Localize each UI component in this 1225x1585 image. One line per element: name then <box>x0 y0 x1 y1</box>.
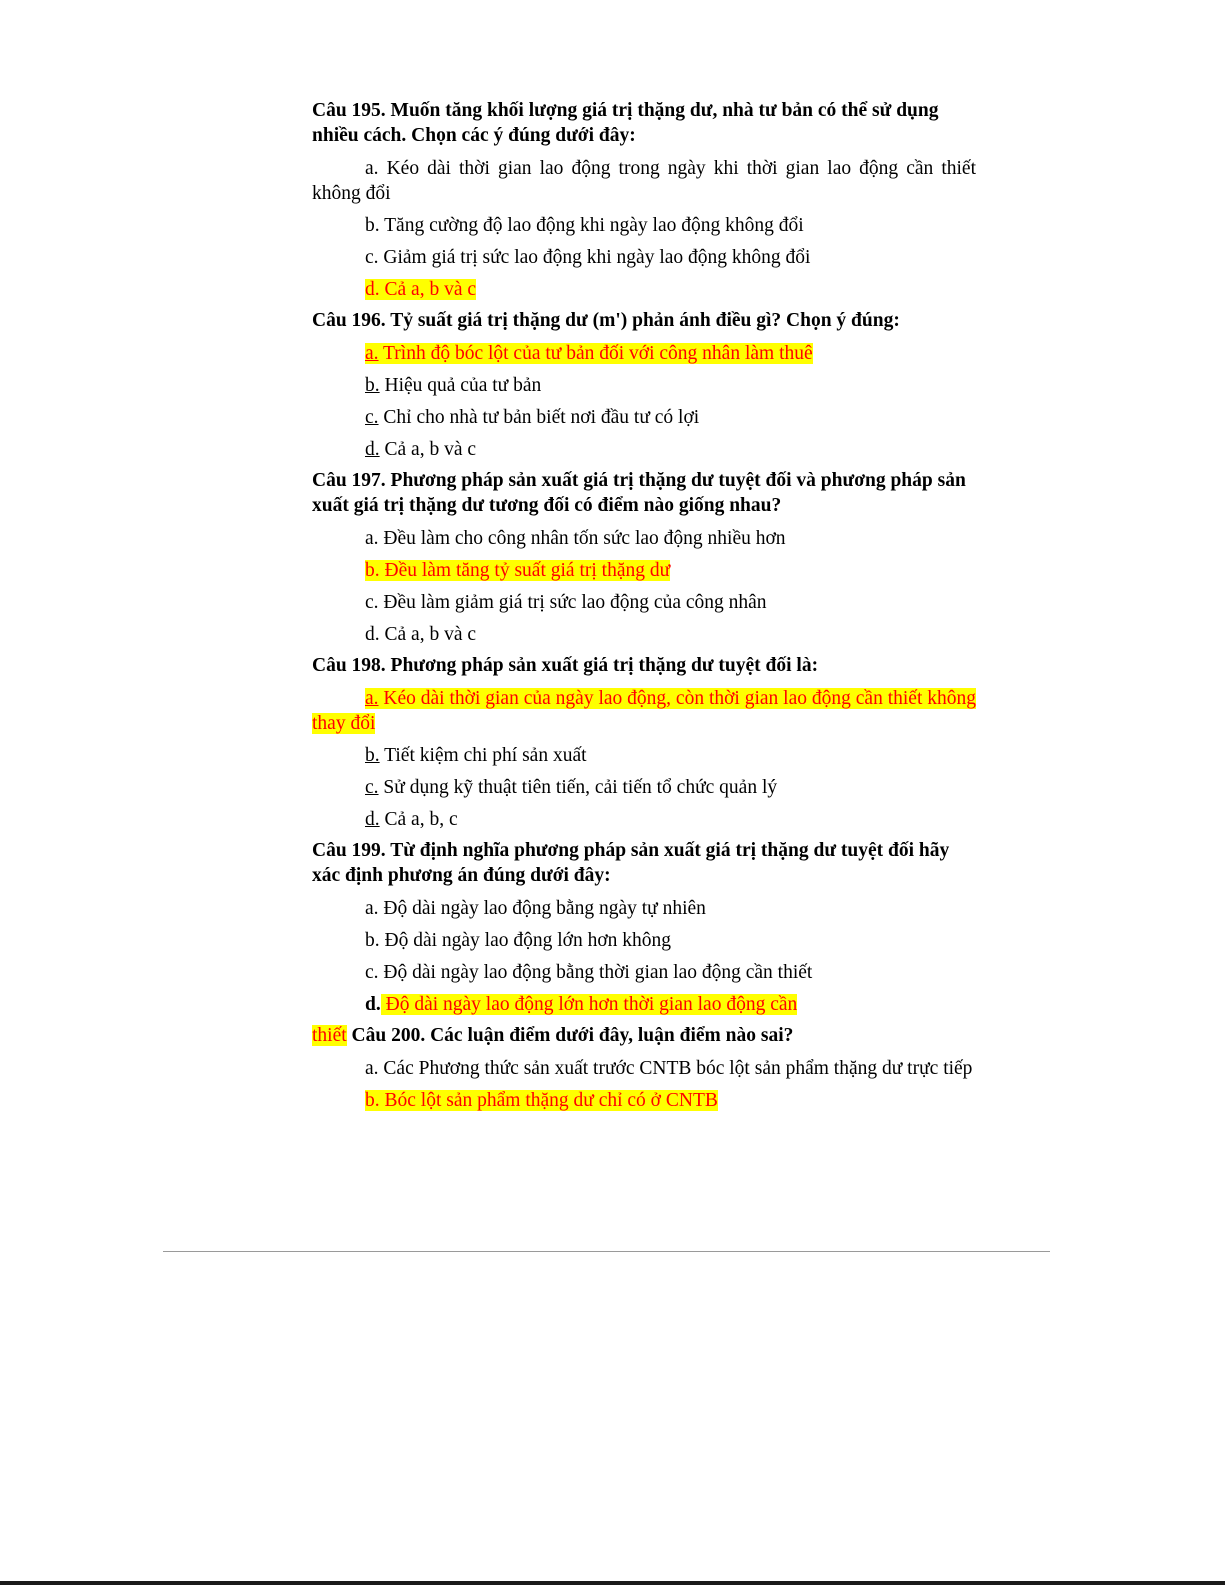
option-prefix: b. <box>365 375 380 396</box>
question-195-option-b: b. Tăng cường độ lao động khi ngày lao động không đổi <box>365 215 804 236</box>
page-bottom-edge <box>0 1581 1225 1585</box>
question-196-option-d <box>312 437 976 462</box>
question-197-title: Câu 197. Phương pháp sản xuất giá trị thặng dư tuyệt đối và phương pháp sản xuất giá trị thặng dư tương đối có điểm nào giống nhau? <box>312 470 966 516</box>
answer-highlight: b. Đều làm tăng tỷ suất giá trị thặng dư <box>365 560 671 581</box>
answer-highlight: d. Cả a, b và c <box>365 279 477 300</box>
question-195-option-a: a. Kéo dài thời gian lao động trong ngày khi thời gian lao động cần thiết không đổi <box>312 158 976 204</box>
answer-highlight-tail: thiết <box>312 1025 347 1046</box>
question-200-option-b <box>312 1088 976 1113</box>
option-text: Cả a, b, c <box>379 809 458 830</box>
question-195-option-d <box>312 277 976 302</box>
question-196-option-a <box>312 341 976 366</box>
answer-highlight: b. Bóc lột sản phẩm thặng dư chỉ có ở CNTB <box>365 1090 718 1111</box>
question-197-option-a: a. Đều làm cho công nhân tốn sức lao động nhiều hơn <box>365 528 786 549</box>
question-197-option-d: d. Cả a, b và c <box>365 624 477 645</box>
option-prefix: a. <box>365 343 379 364</box>
question-195-title: Câu 195. Muốn tăng khối lượng giá trị thặng dư, nhà tư bản có thể sử dụng nhiều cách. Chọn các ý đúng dưới đây: <box>312 100 939 146</box>
question-195-option-c: c. Giảm giá trị sức lao động khi ngày lao động không đổi <box>365 247 811 268</box>
question-198-title: Câu 198. Phương pháp sản xuất giá trị thặng dư tuyệt đối là: <box>312 655 819 676</box>
option-prefix: a. <box>365 688 379 709</box>
question-199-option-b: b. Độ dài ngày lao động lớn hơn không <box>365 930 672 951</box>
question-200-title-line <box>312 1023 976 1048</box>
question-200-title: Câu 200. Các luận điểm dưới đây, luận điểm nào sai? <box>346 1025 794 1046</box>
option-text: Sử dụng kỹ thuật tiên tiến, cải tiến tổ chức quản lý <box>378 777 778 798</box>
option-prefix: c. <box>365 407 379 428</box>
question-196-title: Câu 196. Tỷ suất giá trị thặng dư (m') phản ánh điều gì? Chọn ý đúng: <box>312 310 900 331</box>
option-text: Kéo dài thời gian của ngày lao động, còn thời gian lao động cần thiết không thay đổi <box>312 688 976 734</box>
option-text: Tiết kiệm chi phí sản xuất <box>379 745 587 766</box>
option-prefix: d. <box>365 439 380 460</box>
option-text: Trình độ bóc lột của tư bản đối với công nhân làm thuê <box>378 343 813 364</box>
option-text: Chỉ cho nhà tư bản biết nơi đầu tư có lợi <box>378 407 700 428</box>
question-197-option-c: c. Đều làm giảm giá trị sức lao động của công nhân <box>365 592 767 613</box>
question-199-option-d <box>312 992 976 1017</box>
option-text: Cả a, b và c <box>379 439 477 460</box>
question-198-option-c <box>312 775 976 800</box>
option-prefix: c. <box>365 777 379 798</box>
answer-highlight <box>312 688 976 734</box>
question-199-title: Câu 199. Từ định nghĩa phương pháp sản xuất giá trị thặng dư tuyệt đối hãy xác định phương án đúng dưới đây: <box>312 840 950 886</box>
option-text: Hiệu quả của tư bản <box>379 375 542 396</box>
question-197-option-b <box>312 558 976 583</box>
page-divider <box>163 1251 1050 1252</box>
option-prefix: d. <box>365 994 381 1015</box>
question-198-option-d <box>312 807 976 832</box>
question-198-option-b <box>312 743 976 768</box>
question-198-option-a <box>312 686 976 736</box>
answer-highlight: Độ dài ngày lao động lớn hơn thời gian lao động cần <box>380 994 798 1015</box>
option-prefix: d. <box>365 809 380 830</box>
question-196-option-b <box>312 373 976 398</box>
question-199-option-c: c. Độ dài ngày lao động bằng thời gian lao động cần thiết <box>365 962 813 983</box>
option-prefix: b. <box>365 745 380 766</box>
answer-highlight <box>365 343 813 364</box>
question-200-option-a: a. Các Phương thức sản xuất trước CNTB bóc lột sản phẩm thặng dư trực tiếp <box>365 1058 973 1079</box>
question-list <box>312 98 976 1120</box>
question-196-option-c <box>312 405 976 430</box>
question-199-option-a: a. Độ dài ngày lao động bằng ngày tự nhiên <box>365 898 706 919</box>
